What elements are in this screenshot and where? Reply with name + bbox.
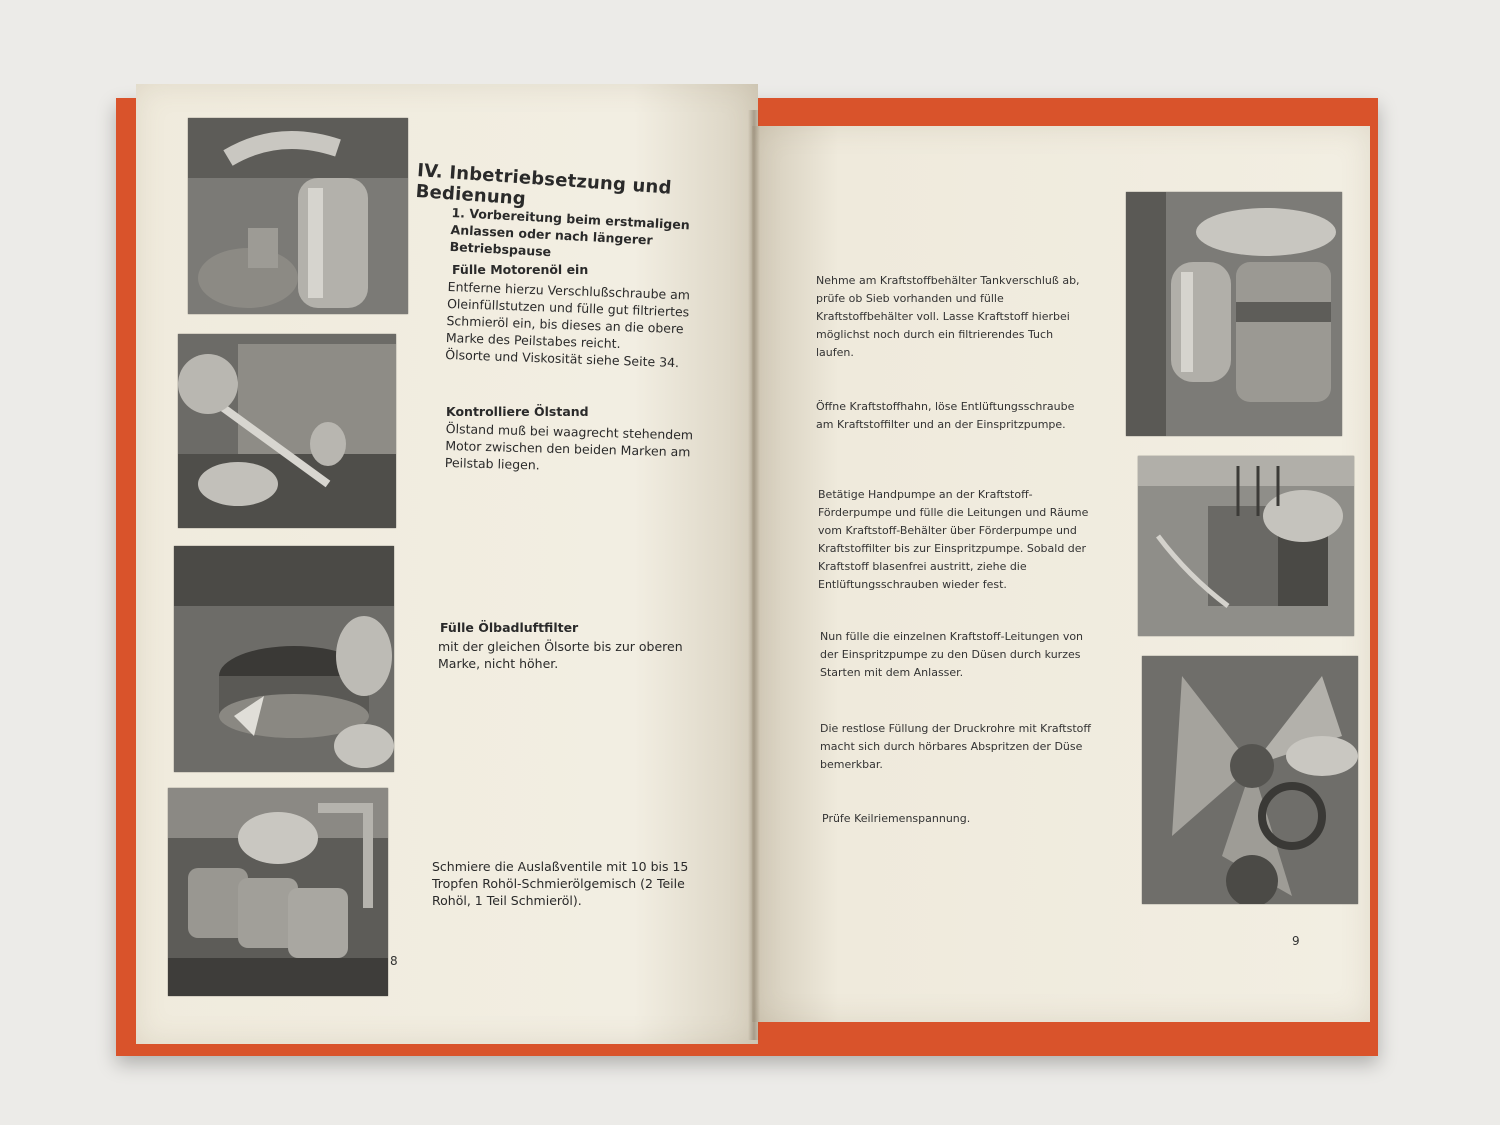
paragraph-fuel-tank: Nehme am Kraftstoffbehälter Tankverschluß ab, prüfe ob Sieb vorhanden und fülle Kraftstoffbehälter voll. Lasse Kraftstoff hierbei möglichst noch durch ein filtrierendes Tuch laufen. (816, 274, 1080, 359)
section-title-oil-level: Kontrolliere Ölstand (446, 404, 589, 419)
photo-fuel-pump (1138, 456, 1354, 636)
photo-valves (168, 788, 388, 996)
paragraph-belt-tension: Prüfe Keilriemenspannung. (822, 812, 971, 825)
photo-fuel-tank (1126, 192, 1342, 436)
photo-oil-fill (188, 118, 408, 314)
paragraph-hand-pump: Betätige Handpumpe an der Kraftstoff-Förderpumpe und fülle die Leitungen und Räume vom Kraftstoff-Behälter über Förderpumpe und Kraftstoffilter bis zur Einspritzpumpe. Sobald der Kraftstoff blasenfrei austritt, ziehe die Entlüftungsschrauben wieder fest. (818, 488, 1089, 591)
section-body-air-filter: mit der gleichen Ölsorte bis zur oberen Marke, nicht höher. (438, 639, 683, 671)
section-body-oil-level: Ölstand muß bei waagrecht stehendem Motor zwischen den beiden Marken am Peilstab liegen. (444, 420, 694, 473)
paragraph-fuel-valve: Öffne Kraftstoffhahn, löse Entlüftungsschraube am Kraftstoffilter und an der Einspritzpumpe. (816, 400, 1075, 431)
book-gutter (748, 110, 760, 1040)
section-title-motor-oil: Fülle Motorenöl ein (452, 262, 589, 277)
paragraph-pressure-tubes: Die restlose Füllung der Druckrohre mit Kraftstoff macht sich durch hörbares Abspritzen der Düse bemerkbar. (820, 722, 1091, 771)
photo-dipstick (178, 334, 396, 528)
chapter-heading: IV. Inbetriebsetzung und Bedienung (415, 160, 673, 210)
paragraph-fuel-lines: Nun fülle die einzelnen Kraftstoff-Leitungen von der Einspritzpumpe zu den Düsen durch kurzes Starten mit dem Anlasser. (820, 630, 1084, 679)
subsection-heading: 1. Vorbereitung beim erstmaligen Anlassen oder nach längerer Betriebspause (449, 204, 691, 260)
section-body-valves: Schmiere die Auslaßventile mit 10 bis 15 Tropfen Rohöl-Schmierölgemisch (2 Teile Rohöl, 1 Teil Schmieröl). (432, 859, 689, 908)
page-number-right: 9 (1292, 934, 1300, 948)
section-body-motor-oil: Entferne hierzu Verschlußschraube am Oleinfüllstutzen und fülle gut filtriertes Schmieröl ein, bis dieses an die obere Marke des Peilstabes reicht. Ölsorte und Viskosität siehe Seite 34. (445, 278, 691, 371)
section-title-air-filter: Fülle Ölbadluftfilter (440, 620, 579, 635)
photo-fan-belt (1142, 656, 1358, 904)
page-number-left: 8 (390, 954, 398, 968)
photo-air-filter (174, 546, 394, 772)
